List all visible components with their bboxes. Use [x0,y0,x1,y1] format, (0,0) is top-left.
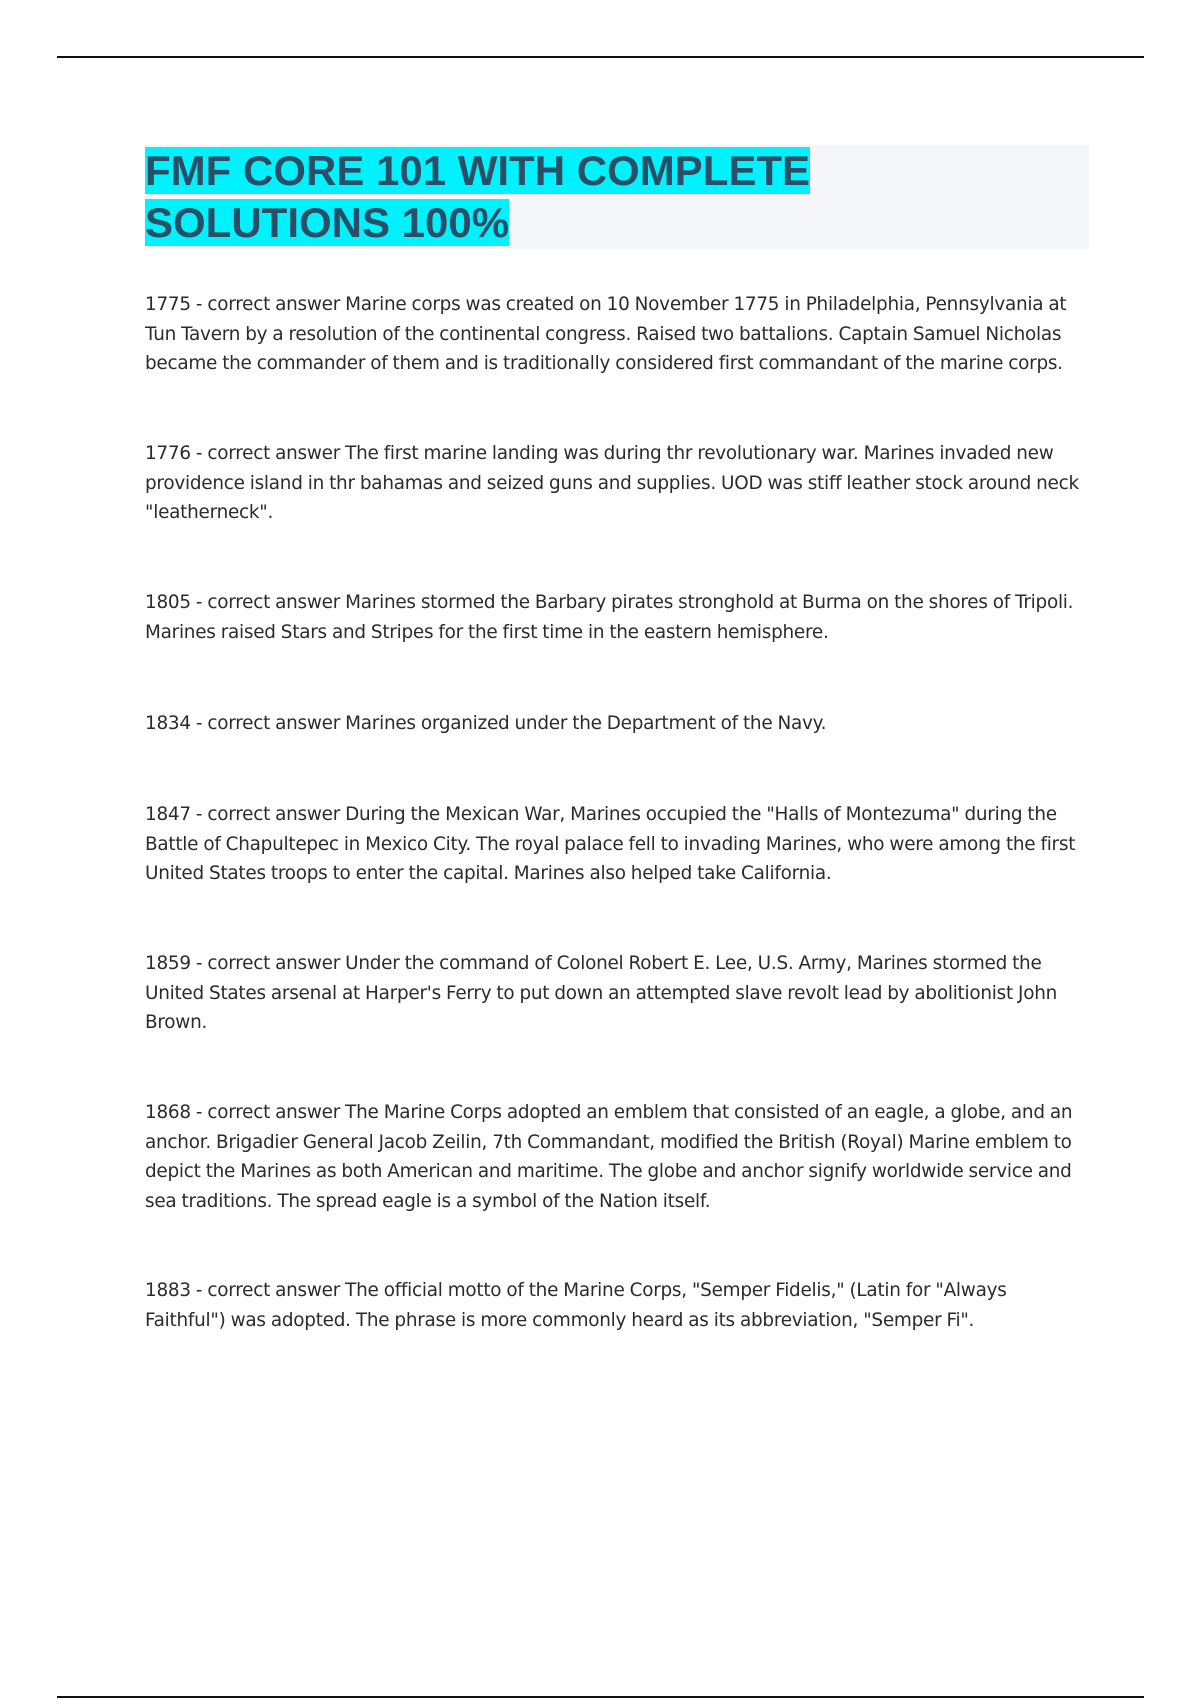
entry-1775: 1775 - correct answer Marine corps was created on 10 November 1775 in Philadelphia, Pennsylvania at Tun Tavern by a resolution of the continental congress. Raised two battalions. Captain Samuel Nicholas became the commander of them and is traditionally considered first commandant of the marine corps. [145,294,1067,374]
document-title [145,145,865,249]
entry-1805: 1805 - correct answer Marines stormed the Barbary pirates stronghold at Burma on the shores of Tripoli. Marines raised Stars and Stripes for the first time in the eastern hemisphere. [145,592,1074,643]
entry-1859: 1859 - correct answer Under the command of Colonel Robert E. Lee, U.S. Army, Marines stormed the United States arsenal at Harper's Ferry to put down an attempted slave revolt lead by abolitionist John Brown. [145,953,1058,1033]
entry-1834: 1834 - correct answer Marines organized under the Department of the Navy. [145,713,827,734]
entry-1776: 1776 - correct answer The first marine landing was during thr revolutionary war. Marines invaded new providence island in thr bahamas and seized guns and supplies. UOD was stiff leather stock around neck "leatherneck". [145,443,1079,523]
entry-1883: 1883 - correct answer The official motto of the Marine Corps, "Semper Fidelis," (Latin for "Always Faithful") was adopted. The phrase is more commonly heard as its abbreviation, "Semper Fi". [145,1280,1007,1331]
entry-1847: 1847 - correct answer During the Mexican War, Marines occupied the "Halls of Montezuma" during the Battle of Chapultepec in Mexico City. The royal palace fell to invading Marines, who were among the first United States troops to enter the capital. Marines also helped take California. [145,804,1076,884]
bottom-divider [57,1696,1144,1698]
top-divider [57,56,1144,58]
title-highlight: FMF CORE 101 WITH COMPLETE SOLUTIONS 100% [145,147,811,246]
title-block [145,145,1089,249]
entry-1868: 1868 - correct answer The Marine Corps adopted an emblem that consisted of an eagle, a globe, and an anchor. Brigadier General Jacob Zeilin, 7th Commandant, modified the British (Royal) Marine emblem to depict the Marines as both American and maritime. The globe and anchor signify worldwide service and sea traditions. The spread eagle is a symbol of the Nation itself. [145,1102,1073,1212]
